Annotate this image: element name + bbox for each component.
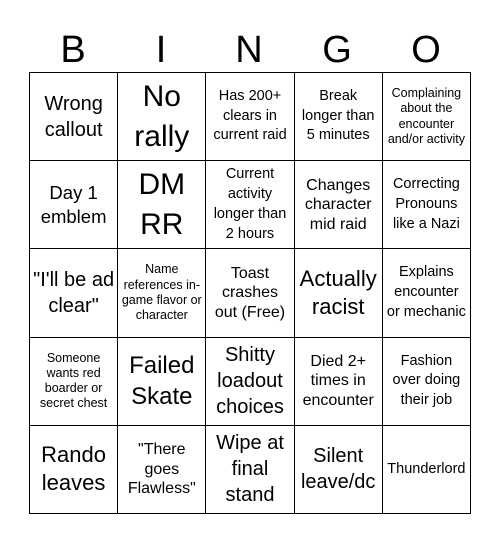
header-letter-o: O xyxy=(411,29,443,71)
bingo-cell[interactable] xyxy=(206,73,294,161)
bingo-cell[interactable] xyxy=(118,426,206,514)
cell-text: DM RR xyxy=(138,168,186,241)
bingo-cell[interactable] xyxy=(295,73,383,161)
cell-text: Failed Skate xyxy=(129,352,195,411)
bingo-cell[interactable] xyxy=(295,338,383,426)
bingo-cell[interactable] xyxy=(206,161,294,249)
cell-text: Explains encounter or mechanic xyxy=(386,264,466,320)
cell-text: "I'll be ad clear" xyxy=(33,268,115,317)
cell-text: Has 200+ clears in current raid xyxy=(213,88,287,144)
bingo-cell[interactable] xyxy=(30,338,118,426)
bingo-board xyxy=(29,72,471,514)
bingo-cell[interactable] xyxy=(30,73,118,161)
cell-text: Complaining about the encounter and/or activity xyxy=(387,86,465,146)
cell-text: No rally xyxy=(134,80,190,153)
cell-text: Someone wants red boarder or secret chest xyxy=(39,350,108,411)
cell-text: Break longer than 5 minutes xyxy=(301,88,375,144)
bingo-cell[interactable] xyxy=(30,249,118,337)
bingo-cell[interactable] xyxy=(383,338,471,426)
cell-text: Changes character mid raid xyxy=(304,176,372,233)
cell-text: Rando leaves xyxy=(41,442,107,496)
bingo-cell[interactable] xyxy=(206,338,294,426)
bingo-cell[interactable] xyxy=(295,249,383,337)
bingo-cell[interactable] xyxy=(118,249,206,337)
cell-text: Died 2+ times in encounter xyxy=(302,352,374,409)
bingo-cell[interactable] xyxy=(30,426,118,514)
cell-text: Actually racist xyxy=(299,265,377,319)
bingo-cell[interactable] xyxy=(118,73,206,161)
cell-text: "There goes Flawless" xyxy=(127,441,196,498)
bingo-cell[interactable] xyxy=(118,338,206,426)
bingo-header xyxy=(30,28,471,72)
cell-text: Name references in-game flavor or character xyxy=(121,262,202,323)
cell-text: Correcting Pronouns like a Nazi xyxy=(392,176,460,232)
bingo-cell[interactable] xyxy=(383,249,471,337)
cell-text: Current activity longer than 2 hours xyxy=(213,166,287,242)
bingo-cell[interactable] xyxy=(383,426,471,514)
bingo-cell[interactable] xyxy=(30,161,118,249)
cell-text: Shitty loadout choices xyxy=(216,344,284,419)
cell-text: Fashion over doing their job xyxy=(392,352,461,409)
bingo-cell[interactable] xyxy=(383,73,471,161)
cell-text: Wrong callout xyxy=(44,92,103,141)
cell-text: Wipe at final stand xyxy=(216,432,284,507)
bingo-cell[interactable] xyxy=(206,249,294,337)
cell-text: Thunderlord xyxy=(387,460,466,477)
header-letter-b: B xyxy=(60,29,88,71)
header-letter-i: I xyxy=(155,29,169,71)
cell-text: Silent leave/dc xyxy=(300,445,376,494)
bingo-cell[interactable] xyxy=(295,161,383,249)
bingo-cell[interactable] xyxy=(295,426,383,514)
cell-text: Toast crashes out (Free) xyxy=(214,264,286,321)
bingo-cell[interactable] xyxy=(206,426,294,514)
bingo-cell[interactable] xyxy=(383,161,471,249)
bingo-cell[interactable] xyxy=(118,161,206,249)
header-letter-n: N xyxy=(235,29,265,71)
cell-text: Day 1 emblem xyxy=(40,182,107,227)
header-letter-g: G xyxy=(322,29,354,71)
